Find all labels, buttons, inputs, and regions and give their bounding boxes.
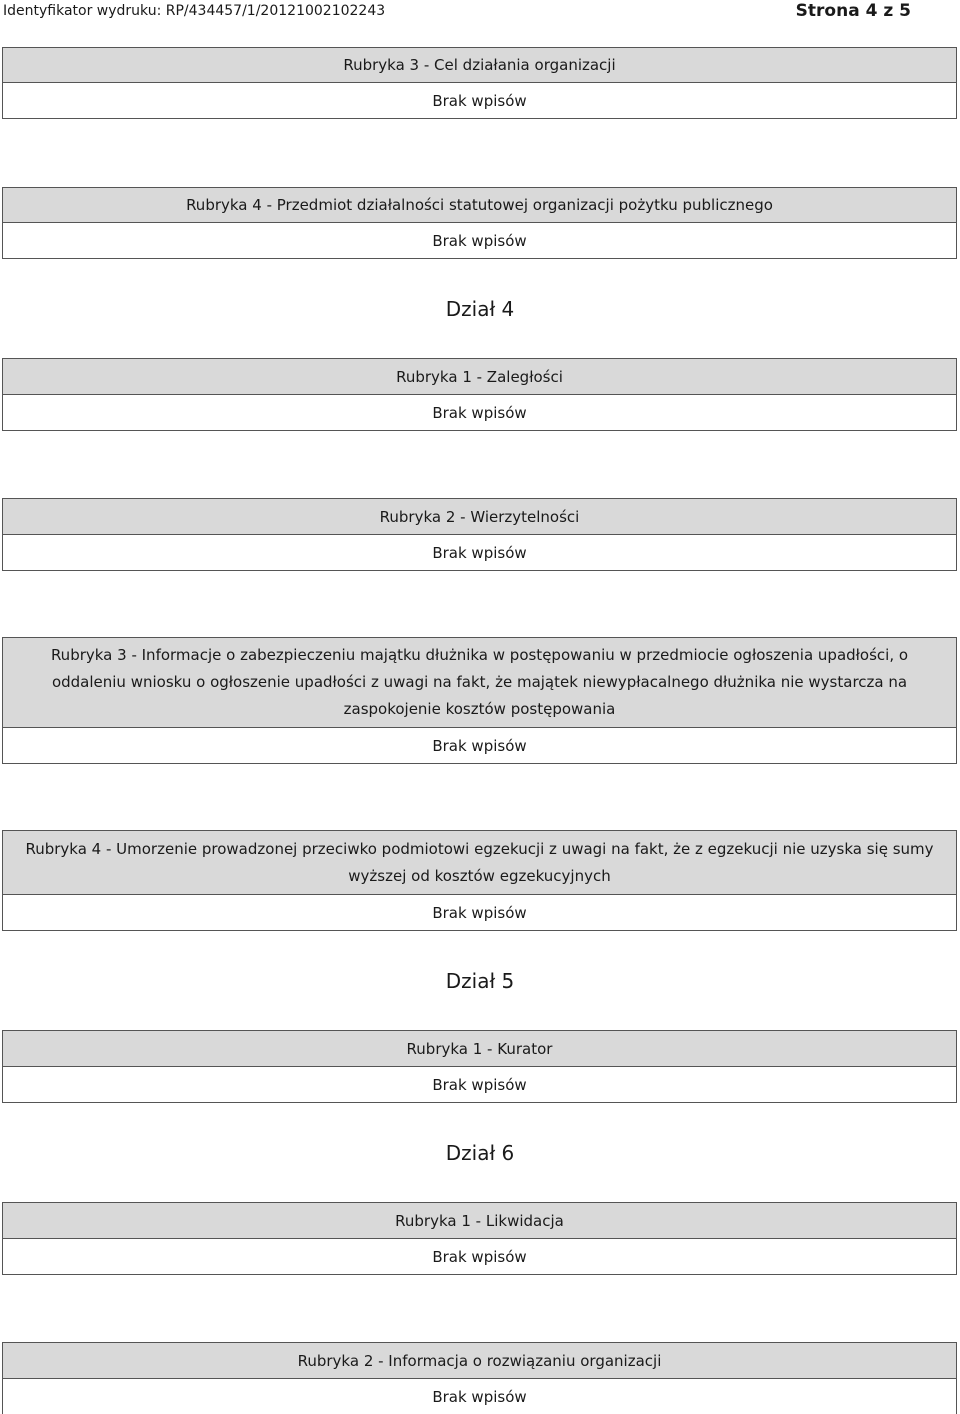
rubryka-title: Rubryka 1 - Likwidacja — [3, 1203, 956, 1239]
rubryka-3-cel-box — [2, 47, 957, 119]
page-number: Strona 4 z 5 — [795, 1, 911, 21]
rubryka-1-zaleglosci-box — [2, 358, 957, 431]
rubryka-4-przedmiot-box — [2, 187, 957, 259]
rubryka-entry: Brak wpisów — [432, 1075, 527, 1094]
rubryka-entry: Brak wpisów — [432, 403, 527, 422]
rubryka-title: Rubryka 3 - Informacje o zabezpieczeniu majątku dłużnika w postępowaniu w przedmiocie ogłoszenia upadłości, o oddaleniu wniosku o ogłoszenie upadłości z uwagi na fakt, że majątek niewypłacalnego dłużnika nie wystarcza na zaspokojenie kosztów postępowania — [3, 638, 956, 728]
rubryka-entry: Brak wpisów — [432, 1387, 527, 1406]
rubryka-1-likwidacja-box — [2, 1202, 957, 1275]
rubryka-entry: Brak wpisów — [432, 1247, 527, 1266]
rubryka-2-rozwiazanie-box — [2, 1342, 957, 1414]
rubryka-title: Rubryka 1 - Zaległości — [3, 359, 956, 395]
rubryka-4-umorzenie-box — [2, 830, 957, 931]
rubryka-entry: Brak wpisów — [432, 543, 527, 562]
rubryka-1-kurator-box — [2, 1030, 957, 1103]
rubryka-title: Rubryka 2 - Informacja o rozwiązaniu organizacji — [3, 1343, 956, 1379]
dzial-heading: Dział 6 — [445, 1141, 515, 1165]
rubryka-entry: Brak wpisów — [432, 231, 527, 250]
rubryka-title: Rubryka 2 - Wierzytelności — [3, 499, 956, 535]
print-identifier: Identyfikator wydruku: RP/434457/1/20121002102243 — [3, 3, 386, 19]
rubryka-entry: Brak wpisów — [432, 736, 527, 755]
rubryka-title: Rubryka 4 - Przedmiot działalności statutowej organizacji pożytku publicznego — [3, 188, 956, 223]
rubryka-title: Rubryka 1 - Kurator — [3, 1031, 956, 1067]
rubryka-2-wierzytelnosci-box — [2, 498, 957, 571]
dzial-heading: Dział 4 — [445, 297, 515, 321]
rubryka-entry: Brak wpisów — [432, 903, 527, 922]
rubryka-title: Rubryka 3 - Cel działania organizacji — [3, 48, 956, 83]
dzial-heading: Dział 5 — [445, 969, 515, 993]
rubryka-title: Rubryka 4 - Umorzenie prowadzonej przeciwko podmiotowi egzekucji z uwagi na fakt, że z egzekucji nie uzyska się sumy wyższej od kosztów egzekucyjnych — [3, 831, 956, 895]
rubryka-3-informacje-box — [2, 637, 957, 764]
rubryka-entry: Brak wpisów — [432, 91, 527, 110]
